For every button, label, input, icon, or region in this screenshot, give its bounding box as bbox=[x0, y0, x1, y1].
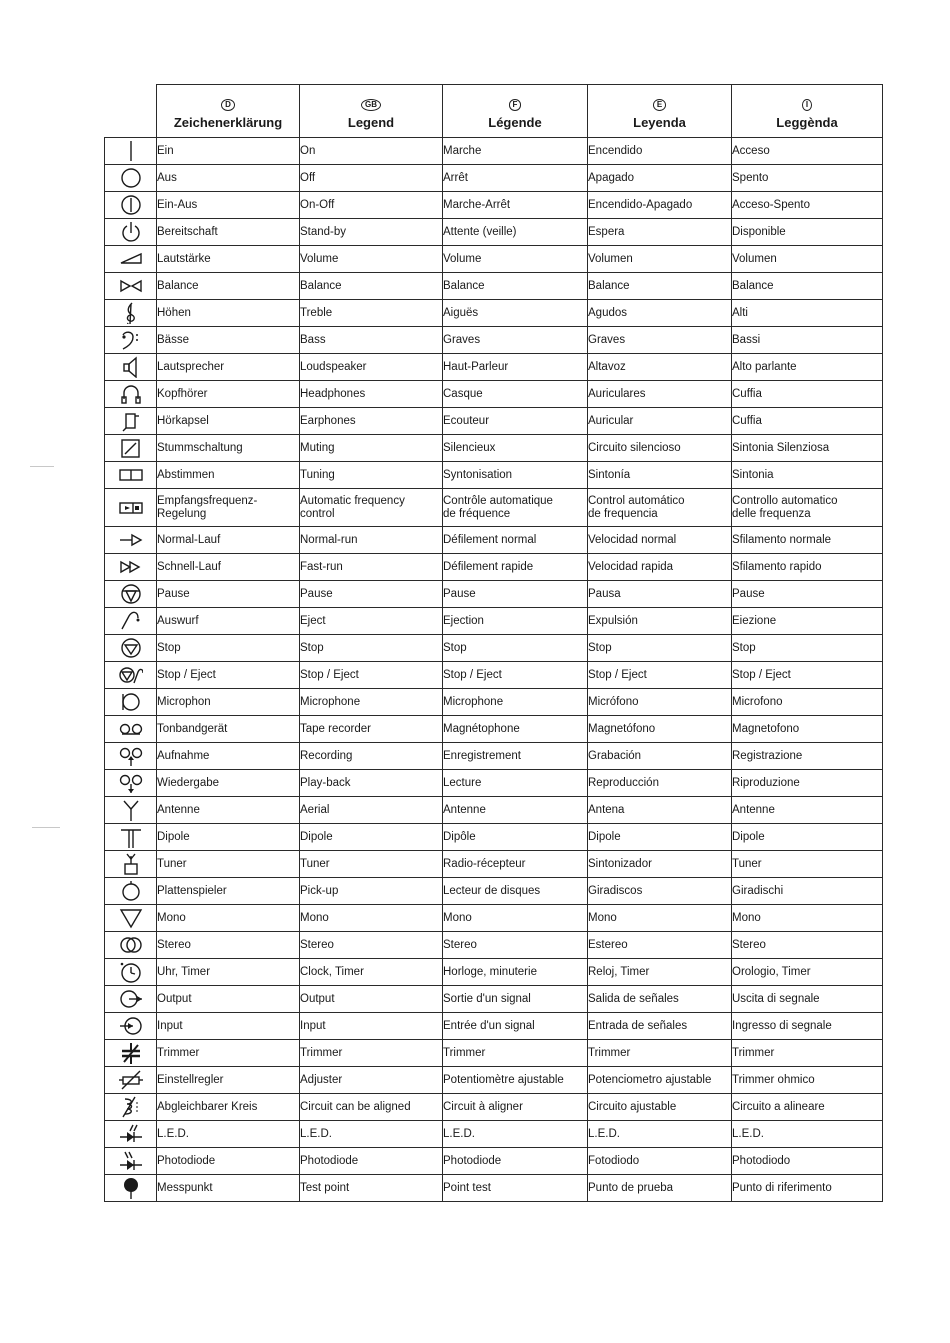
term-english: Automatic frequency control bbox=[300, 489, 443, 527]
term-german: Antenne bbox=[157, 797, 300, 824]
term-french: Balance bbox=[443, 273, 588, 300]
term-german: Ein bbox=[157, 138, 300, 165]
term-english: Tuning bbox=[300, 462, 443, 489]
term-italian: Sfilamento normale bbox=[732, 527, 883, 554]
term-spanish: Sintonizador bbox=[588, 851, 732, 878]
term-german: Hörkapsel bbox=[157, 408, 300, 435]
term-french: Horloge, minuterie bbox=[443, 959, 588, 986]
table-row bbox=[105, 1013, 883, 1040]
symbol-legend-table bbox=[104, 84, 883, 1202]
term-english: Circuit can be aligned bbox=[300, 1094, 443, 1121]
column-title: Leyenda bbox=[633, 114, 686, 130]
term-spanish: Micrófono bbox=[588, 689, 732, 716]
term-italian: Stereo bbox=[732, 932, 883, 959]
term-spanish: Circuito silencioso bbox=[588, 435, 732, 462]
term-english: Input bbox=[300, 1013, 443, 1040]
term-english: Fast-run bbox=[300, 554, 443, 581]
term-italian: Giradischi bbox=[732, 878, 883, 905]
term-german: Normal-Lauf bbox=[157, 527, 300, 554]
term-english: Pick-up bbox=[300, 878, 443, 905]
term-english: Clock, Timer bbox=[300, 959, 443, 986]
term-french: Enregistrement bbox=[443, 743, 588, 770]
column-title: Legend bbox=[347, 114, 395, 130]
term-italian: Sfilamento rapido bbox=[732, 554, 883, 581]
term-english: Stand-by bbox=[300, 219, 443, 246]
term-german: Lautstärke bbox=[157, 246, 300, 273]
table-row bbox=[105, 327, 883, 354]
term-spanish: Volumen bbox=[588, 246, 732, 273]
earphone-icon bbox=[105, 408, 157, 435]
term-italian: Balance bbox=[732, 273, 883, 300]
table-row bbox=[105, 273, 883, 300]
term-spanish: Agudos bbox=[588, 300, 732, 327]
term-german: Abstimmen bbox=[157, 462, 300, 489]
tape-recorder-icon bbox=[105, 716, 157, 743]
term-italian: Riproduzione bbox=[732, 770, 883, 797]
term-french: Ejection bbox=[443, 608, 588, 635]
term-spanish: Entrada de señales bbox=[588, 1013, 732, 1040]
term-italian: Antenne bbox=[732, 797, 883, 824]
country-code-badge: F bbox=[509, 99, 522, 111]
term-english: L.E.D. bbox=[300, 1121, 443, 1148]
term-italian: Sintonia bbox=[732, 462, 883, 489]
table-row bbox=[105, 300, 883, 327]
record-player-icon bbox=[105, 878, 157, 905]
bass-clef-icon bbox=[105, 327, 157, 354]
term-english: Test point bbox=[300, 1175, 443, 1202]
language-header-spanish bbox=[588, 85, 732, 138]
term-spanish: Potenciometro ajustable bbox=[588, 1067, 732, 1094]
term-english: Earphones bbox=[300, 408, 443, 435]
term-spanish: Antena bbox=[588, 797, 732, 824]
term-german: Kopfhörer bbox=[157, 381, 300, 408]
table-row bbox=[105, 635, 883, 662]
legend-rows bbox=[105, 138, 883, 1202]
term-italian: Cuffia bbox=[732, 381, 883, 408]
column-title: Légende bbox=[488, 114, 542, 130]
table-row bbox=[105, 1067, 883, 1094]
term-german: Plattenspieler bbox=[157, 878, 300, 905]
standby-icon bbox=[105, 219, 157, 246]
term-italian: Alti bbox=[732, 300, 883, 327]
term-italian: Punto di riferimento bbox=[732, 1175, 883, 1202]
country-code-badge: GB bbox=[361, 99, 381, 111]
term-french: Stop bbox=[443, 635, 588, 662]
term-italian: Cuffia bbox=[732, 408, 883, 435]
term-german: Höhen bbox=[157, 300, 300, 327]
term-spanish: Circuito ajustable bbox=[588, 1094, 732, 1121]
table-row bbox=[105, 527, 883, 554]
term-italian: Sintonia Silenziosa bbox=[732, 435, 883, 462]
term-french: Pause bbox=[443, 581, 588, 608]
column-title: Leggènda bbox=[776, 114, 838, 130]
term-german: Microphon bbox=[157, 689, 300, 716]
term-french: Défilement normal bbox=[443, 527, 588, 554]
country-code-badge: I bbox=[802, 99, 812, 111]
term-english: Off bbox=[300, 165, 443, 192]
term-spanish: Stop bbox=[588, 635, 732, 662]
table-row bbox=[105, 219, 883, 246]
table-row bbox=[105, 1148, 883, 1175]
table-row bbox=[105, 462, 883, 489]
fast-forward-icon bbox=[105, 554, 157, 581]
language-header-english bbox=[300, 85, 443, 138]
playback-icon bbox=[105, 770, 157, 797]
term-german: Bässe bbox=[157, 327, 300, 354]
headphones-icon bbox=[105, 381, 157, 408]
table-row bbox=[105, 435, 883, 462]
term-italian: Magnetofono bbox=[732, 716, 883, 743]
term-english: Pause bbox=[300, 581, 443, 608]
term-french: Aiguës bbox=[443, 300, 588, 327]
led-icon bbox=[105, 1121, 157, 1148]
term-italian: Acceso-Spento bbox=[732, 192, 883, 219]
eject-icon bbox=[105, 608, 157, 635]
input-icon bbox=[105, 1013, 157, 1040]
term-french: Magnétophone bbox=[443, 716, 588, 743]
term-german: Stereo bbox=[157, 932, 300, 959]
term-french: Antenne bbox=[443, 797, 588, 824]
term-italian: Circuito a alineare bbox=[732, 1094, 883, 1121]
language-header-french bbox=[443, 85, 588, 138]
term-italian: Uscita di segnale bbox=[732, 986, 883, 1013]
term-english: Eject bbox=[300, 608, 443, 635]
output-icon bbox=[105, 986, 157, 1013]
term-french: Microphone bbox=[443, 689, 588, 716]
term-german: Stummschaltung bbox=[157, 435, 300, 462]
table-row bbox=[105, 743, 883, 770]
term-spanish: Control automático de frequencia bbox=[588, 489, 732, 527]
term-spanish: Velocidad normal bbox=[588, 527, 732, 554]
photodiode-icon bbox=[105, 1148, 157, 1175]
table-row bbox=[105, 770, 883, 797]
table-row bbox=[105, 1094, 883, 1121]
term-french: Radio-récepteur bbox=[443, 851, 588, 878]
table-row bbox=[105, 581, 883, 608]
language-header-german bbox=[157, 85, 300, 138]
term-french: Ecouteur bbox=[443, 408, 588, 435]
term-spanish: Balance bbox=[588, 273, 732, 300]
term-english: Headphones bbox=[300, 381, 443, 408]
term-spanish: Altavoz bbox=[588, 354, 732, 381]
adjustable-circuit-icon bbox=[105, 1094, 157, 1121]
term-italian: Dipole bbox=[732, 824, 883, 851]
term-spanish: Expulsión bbox=[588, 608, 732, 635]
trimmer-icon bbox=[105, 1040, 157, 1067]
term-italian: Registrazione bbox=[732, 743, 883, 770]
table-row bbox=[105, 824, 883, 851]
term-french: Lecteur de disques bbox=[443, 878, 588, 905]
term-english: Microphone bbox=[300, 689, 443, 716]
term-english: Stop bbox=[300, 635, 443, 662]
term-italian: Microfono bbox=[732, 689, 883, 716]
term-german: Schnell-Lauf bbox=[157, 554, 300, 581]
antenna-icon bbox=[105, 797, 157, 824]
table-row bbox=[105, 381, 883, 408]
term-spanish: Velocidad rapida bbox=[588, 554, 732, 581]
term-spanish: Encendido-Apagado bbox=[588, 192, 732, 219]
country-code-badge: D bbox=[221, 99, 235, 111]
term-italian: Mono bbox=[732, 905, 883, 932]
language-header-italian bbox=[732, 85, 883, 138]
table-row bbox=[105, 662, 883, 689]
term-spanish: Stop / Eject bbox=[588, 662, 732, 689]
term-italian: Tuner bbox=[732, 851, 883, 878]
term-german: Balance bbox=[157, 273, 300, 300]
term-english: Play-back bbox=[300, 770, 443, 797]
term-french: Mono bbox=[443, 905, 588, 932]
pause-icon bbox=[105, 581, 157, 608]
term-italian: Stop / Eject bbox=[732, 662, 883, 689]
term-italian: L.E.D. bbox=[732, 1121, 883, 1148]
term-english: Stop / Eject bbox=[300, 662, 443, 689]
muting-icon bbox=[105, 435, 157, 462]
table-row bbox=[105, 878, 883, 905]
term-german: Abgleichbarer Kreis bbox=[157, 1094, 300, 1121]
term-german: Tuner bbox=[157, 851, 300, 878]
table-row bbox=[105, 851, 883, 878]
term-spanish: Auricular bbox=[588, 408, 732, 435]
term-french: Lecture bbox=[443, 770, 588, 797]
stop-icon bbox=[105, 635, 157, 662]
term-german: Einstellregler bbox=[157, 1067, 300, 1094]
term-english: On-Off bbox=[300, 192, 443, 219]
term-english: Adjuster bbox=[300, 1067, 443, 1094]
term-french: Contrôle automatique de fréquence bbox=[443, 489, 588, 527]
term-spanish: Punto de prueba bbox=[588, 1175, 732, 1202]
term-french: Entrée d'un signal bbox=[443, 1013, 588, 1040]
table-row bbox=[105, 716, 883, 743]
table-row bbox=[105, 138, 883, 165]
term-spanish: Apagado bbox=[588, 165, 732, 192]
term-spanish: Encendido bbox=[588, 138, 732, 165]
term-german: Output bbox=[157, 986, 300, 1013]
term-italian: Pause bbox=[732, 581, 883, 608]
term-german: Input bbox=[157, 1013, 300, 1040]
term-french: Marche bbox=[443, 138, 588, 165]
term-spanish: Espera bbox=[588, 219, 732, 246]
term-italian: Disponible bbox=[732, 219, 883, 246]
term-italian: Ingresso di segnale bbox=[732, 1013, 883, 1040]
term-italian: Trimmer ohmico bbox=[732, 1067, 883, 1094]
recording-icon bbox=[105, 743, 157, 770]
term-spanish: Dipole bbox=[588, 824, 732, 851]
margin-mark bbox=[30, 466, 54, 467]
term-italian: Volumen bbox=[732, 246, 883, 273]
term-english: Volume bbox=[300, 246, 443, 273]
term-english: Recording bbox=[300, 743, 443, 770]
term-spanish: Estereo bbox=[588, 932, 732, 959]
clock-icon bbox=[105, 959, 157, 986]
term-french: L.E.D. bbox=[443, 1121, 588, 1148]
term-german: Empfangsfrequenz- Regelung bbox=[157, 489, 300, 527]
table-row bbox=[105, 489, 883, 527]
term-german: Pause bbox=[157, 581, 300, 608]
term-german: Aus bbox=[157, 165, 300, 192]
term-spanish: Salida de señales bbox=[588, 986, 732, 1013]
term-french: Attente (veille) bbox=[443, 219, 588, 246]
table-row bbox=[105, 1121, 883, 1148]
test-point-icon bbox=[105, 1175, 157, 1202]
term-english: Muting bbox=[300, 435, 443, 462]
term-german: Aufnahme bbox=[157, 743, 300, 770]
term-italian: Controllo automatico delle frequenza bbox=[732, 489, 883, 527]
term-german: Stop / Eject bbox=[157, 662, 300, 689]
term-french: Stop / Eject bbox=[443, 662, 588, 689]
term-french: Casque bbox=[443, 381, 588, 408]
table-row bbox=[105, 1175, 883, 1202]
table-row bbox=[105, 354, 883, 381]
term-italian: Trimmer bbox=[732, 1040, 883, 1067]
treble-clef-icon bbox=[105, 300, 157, 327]
table-row bbox=[105, 608, 883, 635]
table-row bbox=[105, 905, 883, 932]
term-italian: Bassi bbox=[732, 327, 883, 354]
term-english: Bass bbox=[300, 327, 443, 354]
term-spanish: Magnetófono bbox=[588, 716, 732, 743]
tuning-icon bbox=[105, 462, 157, 489]
table-row bbox=[105, 1040, 883, 1067]
term-french: Stereo bbox=[443, 932, 588, 959]
country-code-badge: E bbox=[653, 99, 666, 111]
term-italian: Eiezione bbox=[732, 608, 883, 635]
table-row bbox=[105, 689, 883, 716]
term-english: Loudspeaker bbox=[300, 354, 443, 381]
term-italian: Acceso bbox=[732, 138, 883, 165]
term-italian: Orologio, Timer bbox=[732, 959, 883, 986]
loudspeaker-icon bbox=[105, 354, 157, 381]
term-french: Syntonisation bbox=[443, 462, 588, 489]
column-title: Zeichenerklärung bbox=[173, 114, 283, 130]
symbol-column-header bbox=[105, 85, 157, 138]
term-german: Mono bbox=[157, 905, 300, 932]
language-header-row bbox=[105, 85, 883, 138]
microphone-icon bbox=[105, 689, 157, 716]
term-german: Trimmer bbox=[157, 1040, 300, 1067]
table-row bbox=[105, 932, 883, 959]
term-english: Photodiode bbox=[300, 1148, 443, 1175]
term-english: Tuner bbox=[300, 851, 443, 878]
term-english: Dipole bbox=[300, 824, 443, 851]
term-spanish: Grabación bbox=[588, 743, 732, 770]
term-french: Trimmer bbox=[443, 1040, 588, 1067]
term-french: Défilement rapide bbox=[443, 554, 588, 581]
term-german: Wiedergabe bbox=[157, 770, 300, 797]
term-spanish: Fotodiodo bbox=[588, 1148, 732, 1175]
stop-eject-icon bbox=[105, 662, 157, 689]
term-french: Marche-Arrêt bbox=[443, 192, 588, 219]
term-german: Tonbandgerät bbox=[157, 716, 300, 743]
term-spanish: Sintonía bbox=[588, 462, 732, 489]
term-german: L.E.D. bbox=[157, 1121, 300, 1148]
term-italian: Alto parlante bbox=[732, 354, 883, 381]
circle-icon bbox=[105, 165, 157, 192]
term-spanish: Giradiscos bbox=[588, 878, 732, 905]
table-row bbox=[105, 192, 883, 219]
term-french: Graves bbox=[443, 327, 588, 354]
term-spanish: Auriculares bbox=[588, 381, 732, 408]
term-german: Stop bbox=[157, 635, 300, 662]
term-spanish: Pausa bbox=[588, 581, 732, 608]
term-english: Output bbox=[300, 986, 443, 1013]
term-spanish: Graves bbox=[588, 327, 732, 354]
stereo-icon bbox=[105, 932, 157, 959]
term-english: Treble bbox=[300, 300, 443, 327]
line-icon bbox=[105, 138, 157, 165]
balance-icon bbox=[105, 273, 157, 300]
term-german: Dipole bbox=[157, 824, 300, 851]
term-german: Ein-Aus bbox=[157, 192, 300, 219]
tuner-icon bbox=[105, 851, 157, 878]
term-french: Potentiomètre ajustable bbox=[443, 1067, 588, 1094]
table-row bbox=[105, 408, 883, 435]
term-german: Photodiode bbox=[157, 1148, 300, 1175]
term-german: Auswurf bbox=[157, 608, 300, 635]
table-row bbox=[105, 554, 883, 581]
term-spanish: Mono bbox=[588, 905, 732, 932]
table-row bbox=[105, 246, 883, 273]
term-french: Arrêt bbox=[443, 165, 588, 192]
term-english: Balance bbox=[300, 273, 443, 300]
afc-icon bbox=[105, 489, 157, 527]
term-french: Dipôle bbox=[443, 824, 588, 851]
term-french: Point test bbox=[443, 1175, 588, 1202]
table-row bbox=[105, 797, 883, 824]
term-french: Sortie d'un signal bbox=[443, 986, 588, 1013]
dipole-icon bbox=[105, 824, 157, 851]
term-english: Stereo bbox=[300, 932, 443, 959]
table-row bbox=[105, 986, 883, 1013]
table-row bbox=[105, 959, 883, 986]
term-english: Trimmer bbox=[300, 1040, 443, 1067]
adjuster-icon bbox=[105, 1067, 157, 1094]
on-off-icon bbox=[105, 192, 157, 219]
term-german: Lautsprecher bbox=[157, 354, 300, 381]
term-german: Messpunkt bbox=[157, 1175, 300, 1202]
term-french: Circuit à aligner bbox=[443, 1094, 588, 1121]
term-german: Uhr, Timer bbox=[157, 959, 300, 986]
term-italian: Stop bbox=[732, 635, 883, 662]
term-spanish: Reloj, Timer bbox=[588, 959, 732, 986]
term-french: Photodiode bbox=[443, 1148, 588, 1175]
term-french: Haut-Parleur bbox=[443, 354, 588, 381]
volume-icon bbox=[105, 246, 157, 273]
term-italian: Photodiodo bbox=[732, 1148, 883, 1175]
term-french: Volume bbox=[443, 246, 588, 273]
term-spanish: Reproducción bbox=[588, 770, 732, 797]
margin-mark bbox=[32, 827, 60, 828]
term-italian: Spento bbox=[732, 165, 883, 192]
term-spanish: L.E.D. bbox=[588, 1121, 732, 1148]
term-french: Silencieux bbox=[443, 435, 588, 462]
term-english: Normal-run bbox=[300, 527, 443, 554]
term-english: On bbox=[300, 138, 443, 165]
term-english: Mono bbox=[300, 905, 443, 932]
term-german: Bereitschaft bbox=[157, 219, 300, 246]
play-icon bbox=[105, 527, 157, 554]
term-english: Aerial bbox=[300, 797, 443, 824]
term-english: Tape recorder bbox=[300, 716, 443, 743]
term-spanish: Trimmer bbox=[588, 1040, 732, 1067]
mono-icon bbox=[105, 905, 157, 932]
table-row bbox=[105, 165, 883, 192]
